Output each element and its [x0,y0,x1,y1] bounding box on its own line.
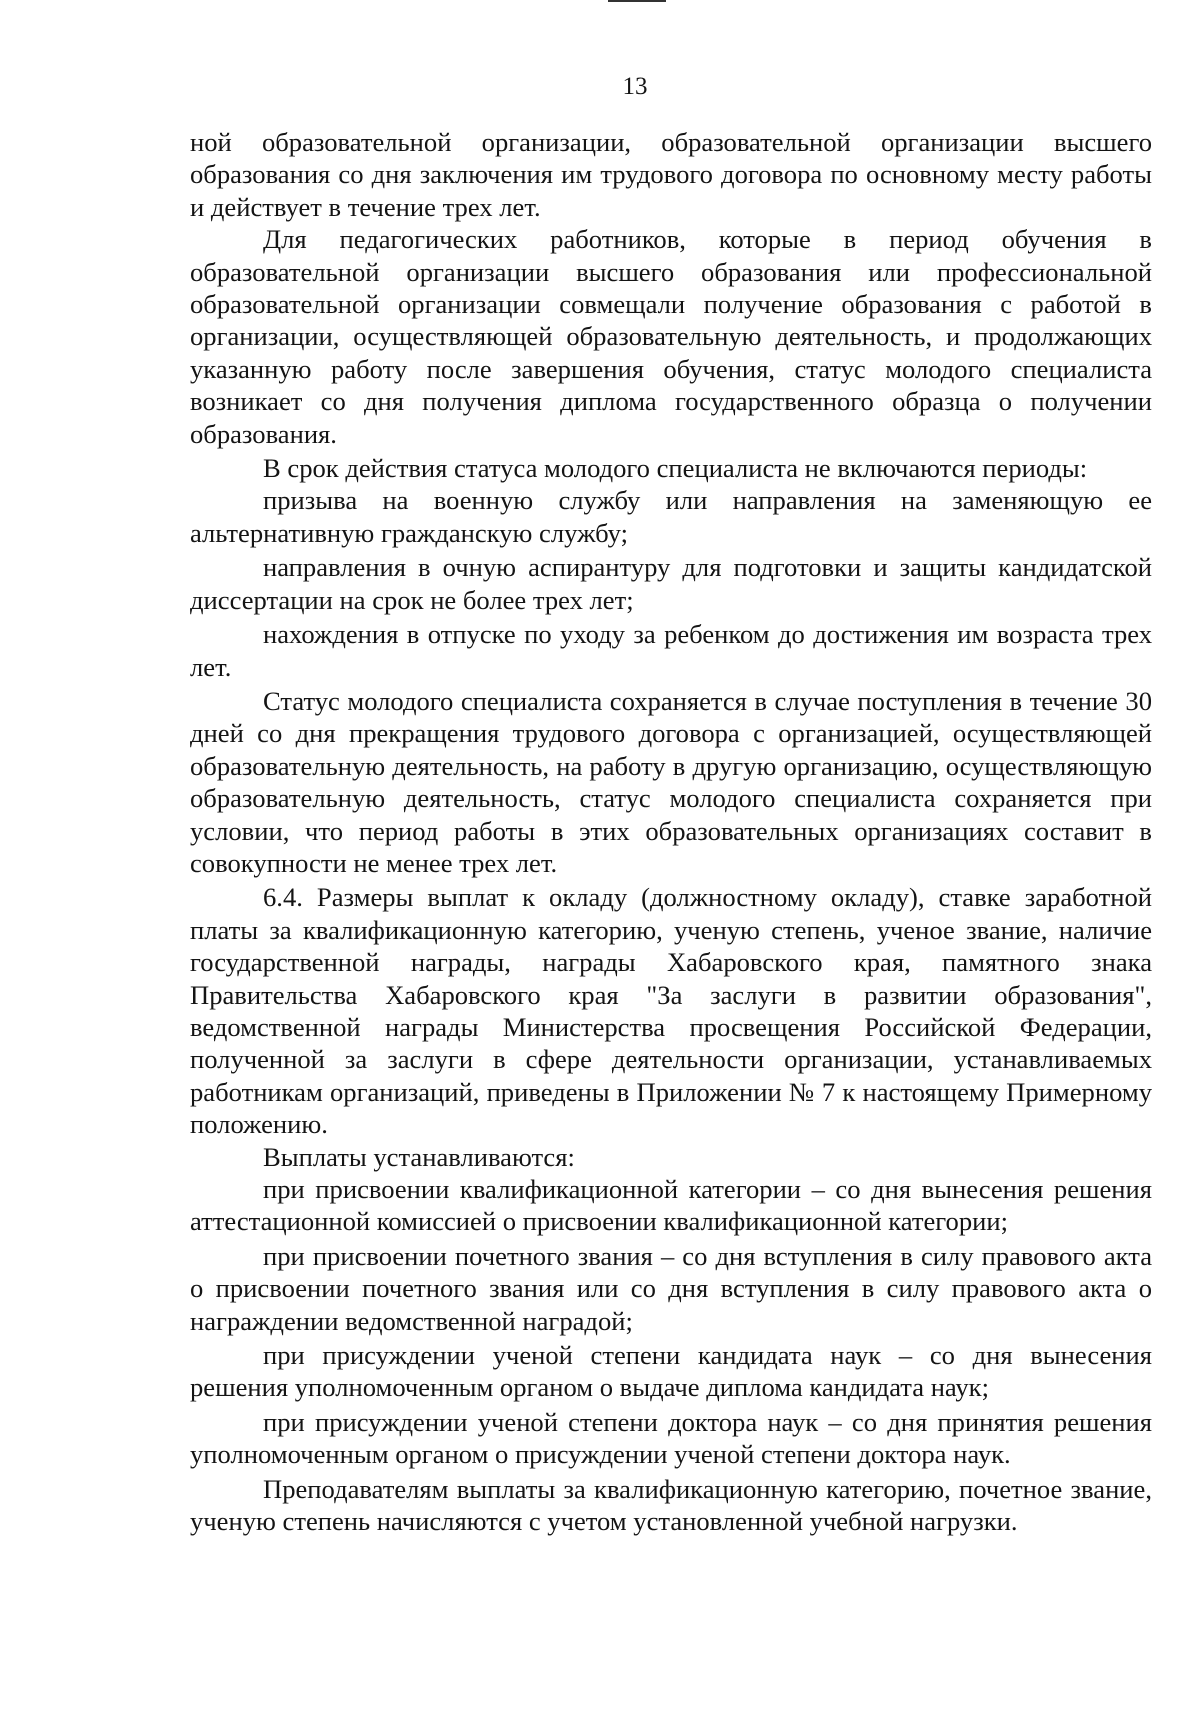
list-item-candidate-degree: при присуждении ученой степени кандидата наук – со дня вынесения решения уполномоченным органом о выдаче диплома кандидата наук; [190,1340,1152,1403]
page-number: 13 [622,73,648,100]
list-item-honorary-title: при присвоении почетного звания – со дня вступления в силу правового акта о присвоении почетного звания или со дня вступления в силу правового акта о награждении ведомственной наградой; [190,1240,1152,1336]
list-item-qualification-category: при присвоении квалификационной категории – со дня вынесения решения аттестационной комиссией о присвоении квалификационной категории; [190,1174,1152,1237]
paragraph-section-6-4: 6.4. Размеры выплат к окладу (должностному окладу), ставке заработной платы за квалификационную категорию, ученую степень, ученое звание, наличие государственной награды, награды Хабаровского края, памятного знака Правительства Хабаровского края "За заслуги в развитии образования", ведомственной награды Министерства просвещения Российской Федерации, полученной за заслуги в сфере деятельности организации, устанавливаемых работникам организаций, приведены в Приложении № 7 к настоящему Примерному положению. [190,882,1152,1140]
document-body [190,126,1152,1537]
paragraph-payments-established: Выплаты устанавливаются: [263,1141,575,1172]
paragraph-teachers-status: Для педагогических работников, которые в период обучения в образовательной организации высшего образования или профессиональной образовательной организации совмещали получение образования с работой в организации, осуществляющей образовательную деятельность, и продолжающих указанную работу после завершения обучения, статус молодого специалиста возникает со дня получения диплома государственного образца о получении образования. [190,224,1152,449]
list-item-parental-leave: нахождения в отпуске по уходу за ребенком до достижения им возраста трех лет. [190,619,1152,682]
list-item-military-service: призыва на военную службу или направления на заменяющую ее альтернативную гражданскую службу; [190,485,1152,548]
paragraph-status-preserved: Статус молодого специалиста сохраняется в случае поступления в течение 30 дней со дня прекращения трудового договора с организацией, осуществляющей образовательную деятельность, на работу в другую организацию, осуществляющую образовательную деятельность, статус молодого специалиста сохраняется при условии, что период работы в этих образовательных организациях составит в совокупности не менее трех лет. [190,685,1152,878]
list-item-doctor-degree: при присуждении ученой степени доктора наук – со дня принятия решения уполномоченным органом о присуждении ученой степени доктора наук. [190,1406,1152,1470]
top-edge-mark [608,0,666,2]
paragraph-excluded-periods: В срок действия статуса молодого специалиста не включаются периоды: [263,453,1088,484]
list-item-postgraduate: направления в очную аспирантуру для подготовки и защиты кандидатской диссертации на срок не более трех лет; [190,552,1152,615]
paragraph-lecturers: Преподавателям выплаты за квалификационную категорию, почетное звание, ученую степень начисляются с учетом установленной учебной нагрузки. [190,1473,1152,1537]
paragraph-continuation: ной образовательной организации, образовательной организации высшего образования со дня заключения им трудового договора по основному месту работы и действует в течение трех лет. [190,127,1152,222]
